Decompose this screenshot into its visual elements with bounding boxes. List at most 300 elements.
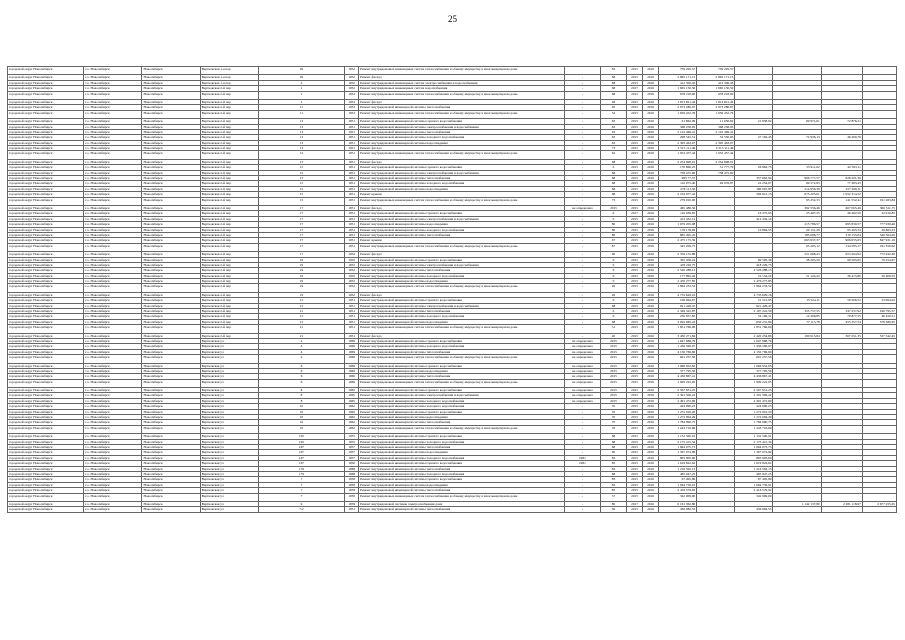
cell-units: 68	[600, 181, 626, 186]
cell-cost_total: 1 665 150,50	[659, 86, 697, 91]
cell-street: Вертковская ул	[200, 482, 258, 487]
cell-street: Вертковская ул	[200, 393, 258, 398]
cell-settlement: г.о. Новосибирск	[84, 99, 142, 104]
cell-year_to: 2016	[643, 298, 659, 303]
cell-year_from: 2015	[627, 284, 643, 292]
cell-house: 10	[258, 425, 344, 433]
cell-municipality: Новосибирск	[142, 197, 200, 205]
cell-cost_b	[735, 243, 773, 251]
cell-year_from: 2015	[627, 140, 643, 145]
cell-municipality: Новосибирск	[142, 75, 200, 80]
cell-cost_total: 2 122 469,41	[659, 129, 697, 134]
cell-house: 165	[258, 439, 344, 444]
cell-cost_e: 337 542,45	[862, 333, 896, 338]
cell-cost_a	[697, 325, 735, 333]
cell-cost_d	[821, 355, 862, 363]
cell-municipality: Новосибирск	[142, 86, 200, 91]
cell-cost_total: 166 664,67	[659, 298, 697, 303]
cell-cost_d: 455 257,54	[821, 319, 862, 324]
cell-street: Вертковская 2-й пер	[200, 227, 258, 232]
cell-cost_total: 61 862,09	[659, 119, 697, 124]
cell-units: 40	[600, 333, 626, 338]
cell-cost_e	[862, 379, 896, 387]
cell-year_built: 1951	[345, 303, 359, 308]
cell-year_to: 2016	[643, 273, 659, 278]
cell-cost_d: 653 264,92	[821, 252, 862, 257]
cell-year_from: 2015	[627, 105, 643, 110]
cell-year_from: 2015	[627, 262, 643, 267]
cell-year_built: 1951	[345, 205, 359, 210]
cell-cost_d: 347 257,92	[821, 309, 862, 314]
cell-house: 21	[258, 333, 344, 338]
cell-year_from: 2015	[627, 398, 643, 403]
cell-district: городской округ Новосибирск	[8, 91, 84, 99]
cell-year_to: 2016	[643, 205, 659, 210]
cell-cost_total: 1 909 222,05	[659, 379, 697, 387]
cell-work_type: Ремонт фасада	[359, 99, 565, 104]
cell-year_to: 2016	[643, 211, 659, 216]
table-row	[8, 151, 897, 159]
cell-house: 26	[258, 67, 344, 75]
cell-municipality: Новосибирск	[142, 257, 200, 262]
cell-municipality: Новосибирск	[142, 262, 200, 267]
cell-work_type: Ремонт внутридомовой инженерной системы теплоснабжения	[359, 176, 565, 181]
cell-year_from: 2015	[627, 349, 643, 354]
cell-year_from: 2015	[627, 303, 643, 308]
cell-cost_d: 367 251,35	[821, 333, 862, 338]
cell-flag: -	[564, 279, 600, 284]
cell-work_type: Ремонт внутридомовой инженерной системы холодного водоснабжения	[359, 227, 565, 232]
cell-cost_b: 342 909,00	[735, 493, 773, 501]
cell-settlement: г.о. Новосибирск	[84, 349, 142, 354]
cell-street: Вертковская 2-й пер	[200, 303, 258, 308]
cell-cost_b: 22 254,07	[735, 181, 773, 186]
cell-municipality: Новосибирск	[142, 477, 200, 482]
cell-cost_total: 2 491 472,69	[659, 398, 697, 403]
cell-street: Вертковская ул	[200, 374, 258, 379]
cell-cost_d: 667 065,46	[821, 205, 862, 210]
cell-cost_e: 191 263,84	[862, 197, 896, 205]
cell-street: Вертковская 2-й пер	[200, 110, 258, 118]
cell-year_built: 1951	[345, 181, 359, 186]
cell-year_to: 2016	[643, 404, 659, 409]
cell-cost_c: 69 971,61	[773, 119, 821, 124]
cell-flag: -	[564, 211, 600, 216]
cell-municipality: Новосибирск	[142, 461, 200, 466]
cell-district: городской округ Новосибирск	[8, 314, 84, 319]
cell-house: 19	[258, 262, 344, 267]
cell-settlement: г.о. Новосибирск	[84, 67, 142, 75]
cell-cost_e: 191 356,62	[862, 243, 896, 251]
cell-work_type: Ремонт крыши	[359, 238, 565, 243]
cell-flag: -	[564, 319, 600, 324]
cell-municipality: Новосибирск	[142, 186, 200, 191]
cell-cost_b: 69 595,36	[735, 257, 773, 262]
cell-cost_total: 412 432,14	[659, 216, 697, 221]
cell-work_type: Ремонт внутридомовой инженерной системы холодного водоснабжения	[359, 398, 565, 403]
cell-flag: -	[564, 415, 600, 420]
cell-settlement: г.о. Новосибирск	[84, 105, 142, 110]
cell-street: Вертковская ул	[200, 338, 258, 343]
cell-year_to: 2016	[643, 252, 659, 257]
cell-cost_a	[697, 507, 735, 512]
cell-street: Вертковская 2-й пер	[200, 309, 258, 314]
cell-settlement: г.о. Новосибирск	[84, 298, 142, 303]
cell-settlement: г.о. Новосибирск	[84, 252, 142, 257]
cell-district: городской округ Новосибирск	[8, 493, 84, 501]
cell-work_type: Ремонт внутридомовой инженерной системы электроснабжения и водоснабжения	[359, 124, 565, 129]
cell-street: Вертковская ул	[200, 420, 258, 425]
cell-district: городской округ Новосибирск	[8, 349, 84, 354]
cell-year_to: 2016	[643, 151, 659, 159]
table-row	[8, 325, 897, 333]
cell-cost_b: 2 416 579,02	[735, 488, 773, 493]
cell-street: Вертковская 1-я пер	[200, 67, 258, 75]
cell-cost_b: 2 175 415,34	[735, 439, 773, 444]
cell-house: 13	[258, 146, 344, 151]
cell-cost_b: 26 962,75	[735, 165, 773, 170]
cell-units: 68	[600, 439, 626, 444]
cell-cost_total: 985 77,57	[659, 176, 697, 181]
cell-year_to: 2016	[643, 398, 659, 403]
cell-year_built: 1955	[345, 434, 359, 439]
cell-municipality: Новосибирск	[142, 124, 200, 129]
cell-house: 13	[258, 119, 344, 124]
cell-work_type: Ремонт внутридомовой инженерной системы холодного водоснабжения	[359, 404, 565, 409]
cell-units: 2015	[600, 379, 626, 387]
cell-work_type: Ремонт внутридомовой инженерной системы горячего водоснабжения	[359, 409, 565, 414]
cell-municipality: Новосибирск	[142, 119, 200, 124]
cell-house: 10	[258, 415, 344, 420]
cell-street: Вертковская 2-й пер	[200, 319, 258, 324]
cell-units: 28	[600, 99, 626, 104]
cell-street: Вертковская ул	[200, 450, 258, 455]
cell-district: городской округ Новосибирск	[8, 325, 84, 333]
cell-units: 68	[600, 319, 626, 324]
cell-district: городской округ Новосибирск	[8, 159, 84, 164]
cell-cost_b: 1 784 990,75	[735, 420, 773, 425]
cell-cost_e: 847 931,19	[862, 238, 896, 243]
cell-municipality: Новосибирск	[142, 268, 200, 273]
cell-year_built: 1951	[345, 170, 359, 175]
cell-district: городской округ Новосибирск	[8, 140, 84, 145]
cell-work_type: Ремонт фасада	[359, 146, 565, 151]
cell-house: 19	[258, 268, 344, 273]
cell-municipality: Новосибирск	[142, 232, 200, 237]
cell-district: городской округ Новосибирск	[8, 197, 84, 205]
cell-year_built: 1951	[345, 146, 359, 151]
cell-work_type: Ремонт внутридомовой системы электроснабжения дома	[359, 501, 565, 506]
cell-district: городской округ Новосибирск	[8, 355, 84, 363]
cell-year_built: 1969	[345, 349, 359, 354]
cell-house: 167	[258, 461, 344, 466]
cell-work_type: Ремонт внутридомовой инженерной системы горячего водоснабжения	[359, 298, 565, 303]
cell-cost_total: 116 036,65	[659, 211, 697, 216]
cell-cost_d	[821, 110, 862, 118]
cell-district: городской округ Новосибирск	[8, 119, 84, 124]
cell-district: городской округ Новосибирск	[8, 227, 84, 232]
cell-year_from: 2015	[627, 197, 643, 205]
cell-municipality: Новосибирск	[142, 298, 200, 303]
cell-flag: -	[564, 493, 600, 501]
cell-year_built: 1952	[345, 80, 359, 85]
cell-cost_a: 1 813 821,42	[697, 99, 735, 104]
cell-house: 17	[258, 222, 344, 227]
cell-year_from: 2015	[627, 439, 643, 444]
cell-house: 15	[258, 170, 344, 175]
cell-work_type: Ремонт внутридомовой инженерной системы теплоснабжения	[359, 374, 565, 379]
cell-work_type: Ремонт внутридомовой инженерной системы водоотведения	[359, 222, 565, 227]
cell-year_to: 2016	[643, 99, 659, 104]
cell-cost_d: 310 155,04	[821, 232, 862, 237]
cell-year_built: 1951	[345, 298, 359, 303]
cell-work_type: Ремонт внутридомовой инженерной системы водоотведения	[359, 368, 565, 373]
cell-municipality: Новосибирск	[142, 216, 200, 221]
cell-district: городской округ Новосибирск	[8, 461, 84, 466]
cell-units: 2015	[600, 349, 626, 354]
cell-cost_total: 678 218,00	[659, 91, 697, 99]
cell-year_built: 1965	[345, 398, 359, 403]
cell-year_built: 1952	[345, 292, 359, 297]
cell-year_from: 2015	[627, 124, 643, 129]
cell-flag: не определена	[564, 355, 600, 363]
cell-year_to: 2016	[643, 466, 659, 471]
cell-district: городской округ Новосибирск	[8, 434, 84, 439]
cell-settlement: г.о. Новосибирск	[84, 238, 142, 243]
cell-year_to: 2016	[643, 292, 659, 297]
cell-cost_total: 2 326 325,87	[659, 309, 697, 314]
cell-municipality: Новосибирск	[142, 129, 200, 134]
cell-district: городской округ Новосибирск	[8, 262, 84, 267]
table-row	[8, 425, 897, 433]
cell-street: Вертковская 2-й пер	[200, 151, 258, 159]
cell-year_from: 2015	[627, 227, 643, 232]
cell-flag: -	[564, 124, 600, 129]
cell-cost_total: 758 475,00	[659, 170, 697, 175]
cell-street: Вертковская 1-я пер	[200, 75, 258, 80]
cell-units: 85	[600, 477, 626, 482]
cell-year_from: 2015	[627, 455, 643, 460]
cell-flag: -	[564, 227, 600, 232]
cell-cost_d: 46 200,76	[821, 135, 862, 140]
cell-house: 8	[258, 388, 344, 393]
cell-flag: -	[564, 99, 600, 104]
cell-cost_total: 170 860,25	[659, 165, 697, 170]
cell-year_to: 2016	[643, 67, 659, 75]
cell-district: городской округ Новосибирск	[8, 450, 84, 455]
cell-year_to: 2016	[643, 268, 659, 273]
cell-settlement: г.о. Новосибирск	[84, 363, 142, 368]
cell-cost_total: 2 865 171,15	[659, 75, 697, 80]
cell-work_type: Ремонт внутридомовой инженерной системы теплоснабжения	[359, 420, 565, 425]
cell-cost_b: 27 162,45	[735, 135, 773, 140]
cell-district: городской округ Новосибирск	[8, 222, 84, 227]
cell-municipality: Новосибирск	[142, 273, 200, 278]
cell-house: 4	[258, 355, 344, 363]
cell-year_built: 1951	[345, 151, 359, 159]
cell-flag: -	[564, 257, 600, 262]
cell-cost_c: 663 937,37	[773, 238, 821, 243]
cell-year_built: 1968	[345, 471, 359, 476]
cell-units: 70	[600, 404, 626, 409]
cell-year_from: 2015	[627, 243, 643, 251]
cell-district: городской округ Новосибирск	[8, 146, 84, 151]
cell-district: городской округ Новосибирск	[8, 507, 84, 512]
cell-cost_c	[773, 507, 821, 512]
cell-flag: -	[564, 119, 600, 124]
cell-district: городской округ Новосибирск	[8, 393, 84, 398]
cell-flag: -	[564, 404, 600, 409]
cell-cost_total: 377 795,56	[659, 368, 697, 373]
cell-cost_e	[862, 325, 896, 333]
cell-house: 19	[258, 257, 344, 262]
cell-cost_total: 865 495,45	[659, 232, 697, 237]
cell-cost_a: 759 295,57	[697, 67, 735, 75]
cell-cost_total: 1 367 074,99	[659, 450, 697, 455]
cell-year_to: 2016	[643, 477, 659, 482]
cell-street: Вертковская ул	[200, 461, 258, 466]
cell-year_to: 2016	[643, 159, 659, 164]
cell-year_to: 2016	[643, 105, 659, 110]
cell-flag: -	[564, 216, 600, 221]
cell-cost_b: 2 420 254,86	[735, 333, 773, 338]
cell-cost_total: 4 150 769,60	[659, 349, 697, 354]
cell-municipality: Новосибирск	[142, 466, 200, 471]
cell-units: 63	[600, 129, 626, 134]
cell-year_from: 2015	[627, 216, 643, 221]
cell-work_type: Ремонт внутридомовой инженерной системы водоотведения	[359, 415, 565, 420]
cell-house: 11	[258, 105, 344, 110]
cell-year_from: 2015	[627, 344, 643, 349]
cell-flag: -	[564, 466, 600, 471]
cell-house: 165	[258, 434, 344, 439]
cell-municipality: Новосибирск	[142, 314, 200, 319]
cell-cost_total: 1 813 821,42	[659, 99, 697, 104]
cell-cost_total: 1 243 716,69	[659, 425, 697, 433]
cell-house: 167	[258, 450, 344, 455]
cell-cost_total: 1 659 452,76	[659, 110, 697, 118]
cell-year_built: 1957	[345, 445, 359, 450]
cell-settlement: г.о. Новосибирск	[84, 86, 142, 91]
cell-year_to: 2016	[643, 170, 659, 175]
cell-year_to: 2016	[643, 338, 659, 343]
cell-flag: -	[564, 91, 600, 99]
cell-work_type: Ремонт фасада	[359, 75, 565, 80]
cell-cost_b: 2 491 472,69	[735, 398, 773, 403]
cell-district: городской округ Новосибирск	[8, 211, 84, 216]
cell-units: 2015	[600, 393, 626, 398]
cell-units: 60	[600, 450, 626, 455]
cell-cost_b: 418 226,75	[735, 262, 773, 267]
cell-street: Вертковская 2-й пер	[200, 91, 258, 99]
cell-cost_d: 1 052 314,52	[821, 192, 862, 197]
cell-year_built: 1957	[345, 450, 359, 455]
cell-work_type: Ремонт внутридомовой инженерной системы электроснабжения и водоснабжения	[359, 303, 565, 308]
cell-year_from: 2015	[627, 75, 643, 80]
cell-house: 15	[258, 186, 344, 191]
cell-house: 19	[258, 279, 344, 284]
cell-year_from: 2015	[627, 445, 643, 450]
cell-cost_b: 2 526 288,13	[735, 268, 773, 273]
cell-year_built: 1958	[345, 477, 359, 482]
cell-house: 17	[258, 232, 344, 237]
cell-house: 21	[258, 314, 344, 319]
cell-year_to: 2016	[643, 455, 659, 460]
cell-work_type: Ремонт фасада	[359, 205, 565, 210]
cell-year_built: 1969	[345, 374, 359, 379]
cell-year_from: 2015	[627, 151, 643, 159]
cell-street: Вертковская 2-й пер	[200, 284, 258, 292]
cell-street: Вертковская ул	[200, 488, 258, 493]
cell-house: 9	[258, 501, 344, 506]
cell-year_built: 1951	[345, 135, 359, 140]
cell-street: Вертковская ул	[200, 466, 258, 471]
cell-cost_c: 215 786,57	[773, 222, 821, 227]
cell-year_to: 2016	[643, 461, 659, 466]
cell-settlement: г.о. Новосибирск	[84, 268, 142, 273]
cell-municipality: Новосибирск	[142, 80, 200, 85]
cell-cost_b: 1 216 592,13	[735, 466, 773, 471]
cell-municipality: Новосибирск	[142, 165, 200, 170]
cell-year_to: 2016	[643, 425, 659, 433]
cell-district: городской округ Новосибирск	[8, 398, 84, 403]
cell-units: 68	[600, 471, 626, 476]
cell-street: Вертковская 2-й пер	[200, 197, 258, 205]
cell-units: 62	[600, 151, 626, 159]
cell-district: городской округ Новосибирск	[8, 501, 84, 506]
cell-cost_total: 2 526 288,13	[659, 268, 697, 273]
cell-settlement: г.о. Новосибирск	[84, 379, 142, 387]
cell-flag: -	[564, 309, 600, 314]
cell-settlement: г.о. Новосибирск	[84, 314, 142, 319]
cell-units: 26	[600, 292, 626, 297]
cell-house: 7	[258, 477, 344, 482]
cell-settlement: г.о. Новосибирск	[84, 488, 142, 493]
cell-units: 85	[600, 466, 626, 471]
cell-municipality: Новосибирск	[142, 176, 200, 181]
cell-year_to: 2016	[643, 284, 659, 292]
cell-municipality: Новосибирск	[142, 222, 200, 227]
cell-municipality: Новосибирск	[142, 455, 200, 460]
cell-street: Вертковская ул	[200, 471, 258, 476]
cell-units: 59	[600, 507, 626, 512]
cell-cost_d: 257 266,11	[821, 186, 862, 191]
cell-year_built: 1951	[345, 232, 359, 237]
cell-year_from: 2015	[627, 91, 643, 99]
cell-municipality: Новосибирск	[142, 493, 200, 501]
cell-cost_b: 1 272 094,29	[735, 415, 773, 420]
cell-street: Вертковская ул	[200, 355, 258, 363]
cell-district: городской округ Новосибирск	[8, 455, 84, 460]
cell-year_built: 1951	[345, 319, 359, 324]
cell-settlement: г.о. Новосибирск	[84, 181, 142, 186]
cell-units: 0	[600, 268, 626, 273]
cell-cost_e: 190 795,57	[862, 309, 896, 314]
cell-cost_e: 33 064,02	[862, 298, 896, 303]
cell-units: 85	[600, 67, 626, 75]
cell-year_from: 2015	[627, 159, 643, 164]
cell-year_built: 1969	[345, 355, 359, 363]
cell-house: 6	[258, 374, 344, 379]
cell-street: Вертковская 2-й пер	[200, 186, 258, 191]
cell-cost_d: 42 593,11	[821, 165, 862, 170]
cell-year_from: 2015	[627, 232, 643, 237]
cell-flag: не определена	[564, 393, 600, 398]
cell-cost_total: 3 092 965,43	[659, 319, 697, 324]
cell-work_type: Ремонт крыши	[359, 192, 565, 197]
cell-cost_d: 46 462,56	[821, 211, 862, 216]
cell-municipality: Новосибирск	[142, 284, 200, 292]
